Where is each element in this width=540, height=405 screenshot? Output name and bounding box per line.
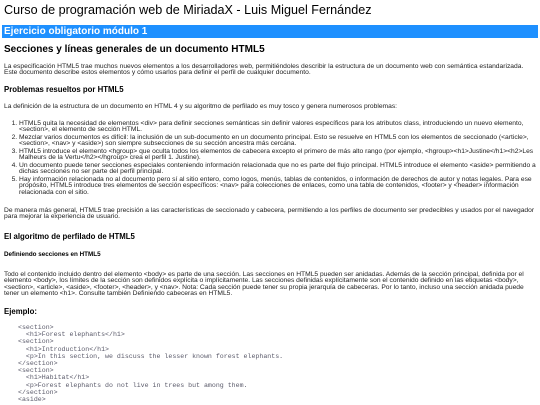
site-title: Curso de programación web de MiriadaX - Luis Miguel Fernández: [4, 3, 372, 17]
problems-heading: Problemas resueltos por HTML5: [4, 85, 124, 94]
code-line: <h1>Introduction</h1>: [18, 345, 110, 353]
code-line: <p>In this section, we discuss the lesser known forest elephants.: [18, 352, 284, 360]
sections-subheading: Definiendo secciones en HTML5: [4, 251, 101, 258]
problem-item: 3. HTML5 introduce el elemento <hgroup> que oculta todos los elementos de cabecera excepto el primero de más alto rango (por ejemplo, <hgroup><h1>Justine</h1><h2>Les Malheurs de la Vertu</h2></hgroup> crea el perfil 1. Justine).: [19, 149, 536, 162]
sections-paragraph: Todo el contenido incluido dentro del elemento <body> es parte de una sección. Las secciones en HTML5 pueden ser anidadas. Además de la sección principal, definida por el elemento <body>, los límites de la sección son definidos explícita o implícitamente. Las secciones definidas explícitamente son el contenido definido en las etiquetas <body>, <section>, <article>, <aside>, <footer>, <header>, y <nav>. Nota: Cada sección puede tener su propia jerarquía de cabeceras. Por lo tanto, incluso una sección anidada puede tener un elemento <h1>. Consulte también Definiendo cabeceras en HTML5.: [4, 270, 524, 298]
problems-list: [4, 121, 536, 197]
problem-item: 5. Hay información relacionada no al documento pero sí al sitio entero, como logos, menús, tablas de contenidos, o información de derechos de autor y notas legales. Para ese propósito, HTML5 introduce tres elementos de sección específicos: <nav> para colecciones de enlaces, como una tabla de contenidos, <footer> y <header> información relacionada con el sitio.: [19, 177, 536, 197]
code-line: <h1>Forest elephants</h1>: [18, 331, 125, 339]
code-line: <h1>Habitat</h1>: [18, 374, 90, 382]
code-line: <section>: [18, 367, 54, 375]
problem-item: 1. HTML5 quita la necesidad de elementos <div> para definir secciones semánticas sin definir valores específicos para los atributos class, introduciendo un nuevo elemento, <section>, el elemento de sección HTML.: [19, 121, 536, 134]
page: [0, 2, 540, 403]
problem-item: 2. Mezclar varios documentos es difícil: la inclusión de un sub-documento en un documento principal. Esto se resuelve en HTML5 con los elementos de seccionado (<article>, <section>, <nav> y <aside>) son siempre subsecciones de su sección ancestra más cercana.: [19, 135, 536, 148]
module-banner-label: Ejercicio obligatorio módulo 1: [4, 26, 148, 37]
code-line: <section>: [18, 324, 54, 331]
module-banner: [2, 25, 538, 38]
code-line: <section>: [18, 338, 54, 346]
code-line: </section>: [18, 388, 58, 396]
algorithm-heading: El algoritmo de perfilado de HTML5: [4, 232, 135, 241]
code-line: <p>Forest elephants do not live in trees but among them.: [18, 381, 248, 389]
problems-lead-paragraph: La definición de la estructura de un documento en HTML 4 y su algoritmo de perfilado es muy tosco y genera numerosos problemas:: [4, 102, 398, 110]
code-line: <aside>: [18, 395, 46, 403]
problem-item: 4. Un documento puede tener secciones especiales conteniendo información relacionada que no es parte del flujo principal. HTML5 introduce el elemento <aside> permitiendo a dichas secciones no ser parte del perfil principal.: [19, 163, 536, 176]
example-heading: Ejemplo:: [4, 307, 37, 316]
conclusion-paragraph: De manera más general, HTML5 trae precisión a las características de seccionado y cabecera, permitiendo a los perfiles de documento ser predecibles y usados por el navegador para mejorar la experiencia de usuario.: [4, 206, 535, 221]
article: [4, 44, 536, 403]
code-line: </section>: [18, 359, 58, 367]
code-example: [4, 324, 536, 403]
intro-paragraph: La especificación HTML5 trae muchos nuevos elementos a los desarrolladores web, permitiéndoles describir la estructura de un documento web con semántica estandarizada. Este documento describe estos elementos y cómo usarlos para definir el perfil de cualquier documento.: [4, 62, 524, 77]
article-heading: Secciones y líneas generales de un documento HTML5: [4, 44, 265, 55]
